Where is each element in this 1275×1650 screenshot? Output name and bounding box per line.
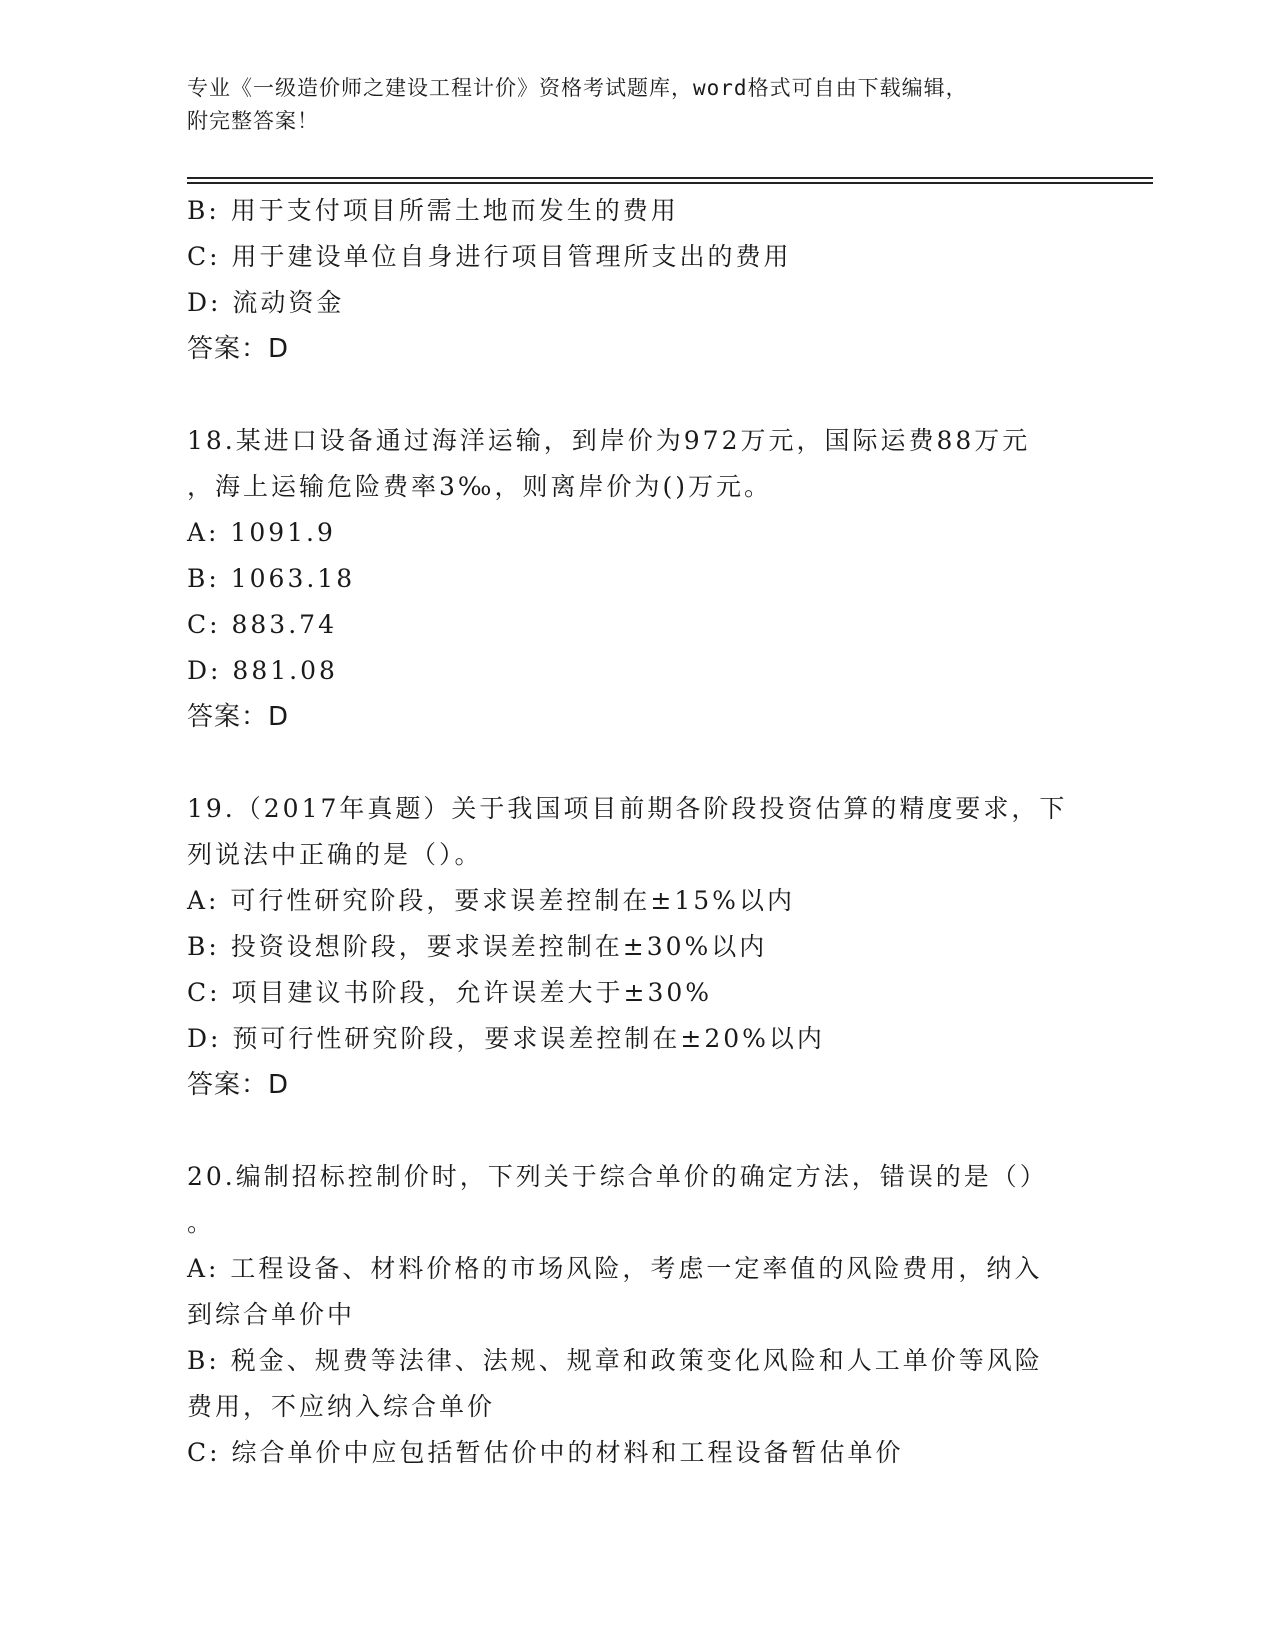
header-divider-top [187, 177, 1153, 179]
option-b: B: 投资设想阶段，要求误差控制在±30%以内 [187, 932, 768, 961]
option-a-cont: 到综合单价中 [187, 1300, 356, 1329]
question-list [187, 188, 1087, 1476]
header-line-1: 专业《一级造价师之建设工程计价》资格考试题库，word格式可自由下载编辑， [187, 76, 968, 100]
question-stem: 18.某进口设备通过海洋运输，到岸价为972万元，国际运费88万元 [187, 426, 1031, 455]
option-c: C: 883.74 [187, 610, 337, 639]
option-a: A: 可行性研究阶段，要求误差控制在±15%以内 [187, 886, 795, 915]
header-line-2: 附完整答案！ [187, 109, 319, 133]
option-d: D: 预可行性研究阶段，要求误差控制在±20%以内 [187, 1024, 825, 1053]
question-stem-cont: 。 [187, 1208, 216, 1237]
option-b: B: 1063.18 [187, 564, 356, 593]
question-20 [187, 1154, 1087, 1476]
answer: 答案：D [187, 1070, 290, 1100]
question-19 [187, 786, 1087, 1108]
option-a: A: 1091.9 [187, 518, 336, 547]
option-c: C: 综合单价中应包括暂估价中的材料和工程设备暂估单价 [187, 1438, 904, 1467]
header-divider-bottom [187, 182, 1153, 184]
option-b: B: 税金、规费等法律、法规、规章和政策变化风险和人工单价等风险 [187, 1346, 1043, 1375]
option-d: D: 流动资金 [187, 288, 345, 317]
question-stem-cont: 列说法中正确的是（）。 [187, 840, 483, 869]
question-17-tail [187, 188, 1087, 372]
option-c: C: 用于建设单位自身进行项目管理所支出的费用 [187, 242, 792, 271]
question-stem: 19.（2017年真题）关于我国项目前期各阶段投资估算的精度要求，下 [187, 794, 1068, 823]
question-stem-cont: ，海上运输危险费率3‰，则离岸价为()万元。 [187, 472, 772, 501]
option-b: B: 用于支付项目所需土地而发生的费用 [187, 196, 679, 225]
question-stem: 20.编制招标控制价时，下列关于综合单价的确定方法，错误的是（） [187, 1162, 1048, 1191]
answer: 答案：D [187, 702, 290, 732]
document-header [187, 72, 1087, 138]
option-d: D: 881.08 [187, 656, 338, 685]
option-b-cont: 费用，不应纳入综合单价 [187, 1392, 496, 1421]
question-18 [187, 418, 1087, 740]
option-a: A: 工程设备、材料价格的市场风险，考虑一定率值的风险费用，纳入 [187, 1254, 1043, 1283]
answer: 答案：D [187, 334, 290, 364]
option-c: C: 项目建议书阶段，允许误差大于±30% [187, 978, 713, 1007]
